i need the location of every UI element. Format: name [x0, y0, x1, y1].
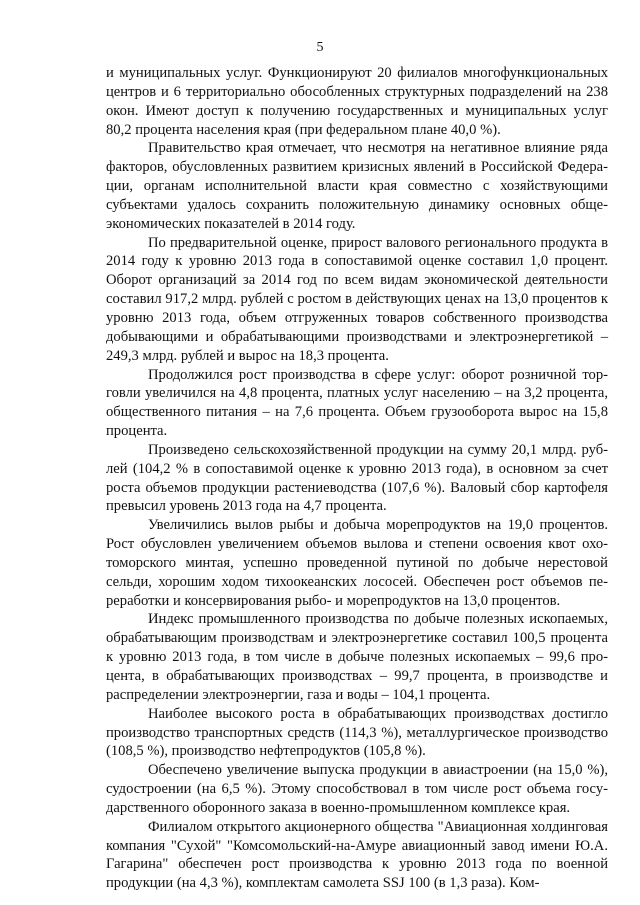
paragraph: Индекс промышленного производства по добыче полезных ископаемых, обрабатывающим производствам и электроэнергетике составил 100,5 процента к уровню 2013 года, в том числе в добыче полезных ископаемых – 99,6 процента, в обрабатывающих производствах – 99,7 процента, в производстве и распределении электроэнергии, газа и воды – 104,1 процента. [106, 611, 608, 703]
paragraph: Филиалом открытого акционерного общества "Авиационная холдинговая компания "Сухой" "Комсомольский-на-Амуре авиационный завод имени Ю.А. Гагарина" обеспечен рост производства к уровню 2013 года по военной продукции (на 4,3 %), комплектам самолета SSJ 100 (в 1,3 раза). Ком- [106, 818, 608, 892]
paragraph: Наиболее высокого роста в обрабатывающих производствах достигло производство транспортных средств (114,3 %), металлургическое производство (108,5 %), производство нефтепродуктов (105,8 %). [106, 705, 608, 760]
document-body [106, 64, 608, 893]
page-number: 5 [316, 40, 324, 55]
paragraph: Произведено сельскохозяйственной продукции на сумму 20,1 млрд. рублей (104,2 % в сопоставимой оценке к уровню 2013 года), в основном за счет роста объемов продукции растениеводства (107,6 %). Валовый сбор картофеля превысил уровень 2013 года на 4,7 процента. [106, 441, 608, 515]
paragraph: Продолжился рост производства в сфере услуг: оборот розничной торговли увеличился на 4,8 процента, платных услуг населению – на 3,2 процента, общественного питания – на 7,6 процента. Объем грузооборота вырос на 15,8 процента. [106, 366, 608, 440]
paragraph: По предварительной оценке, прирост валового регионального продукта в 2014 году к уровню 2013 года в сопоставимой оценке составил 1,0 процент. Оборот организаций за 2014 год по всем видам экономической деятельности составил 917,2 млрд. рублей с ростом в действующих ценах на 13,0 процентов к уровню 2013 года, объем отгруженных товаров собственного производства добывающими и обрабатывающими производствами и электроэнергетикой – 249,3 млрд. рублей и вырос на 18,3 процента. [106, 234, 608, 364]
paragraph: Правительство края отмечает, что несмотря на негативное влияние ряда факторов, обусловленных развитием кризисных явлений в Российской Федерации, органам исполнительной власти края совместно с хозяйствующими субъектами удалось сохранить положительную динамику основных общеэкономических показателей в 2014 году. [106, 140, 608, 232]
paragraph: Увеличились вылов рыбы и добыча морепродуктов на 19,0 процентов. Рост обусловлен увеличением объемов вылова и степени освоения квот охотоморского минтая, успешно проведенной путиной по добыче нерестовой сельди, хорошим ходом тихоокеанских лососей. Обеспечен рост объемов переработки и консервирования рыбо- и морепродуктов на 13,0 процентов. [106, 517, 608, 609]
paragraph: и муниципальных услуг. Функционируют 20 филиалов многофункциональных центров и 6 территориально обособленных структурных подразделений на 238 окон. Имеют доступ к получению государственных и муниципальных услуг 80,2 процента населения края (при федеральном плане 40,0 %). [106, 65, 608, 138]
paragraph: Обеспечено увеличение выпуска продукции в авиастроении (на 15,0 %), судостроении (на 6,5 %). Этому способствовал в том числе рост объема государственного оборонного заказа в военно-промышленном комплексе края. [106, 762, 608, 816]
